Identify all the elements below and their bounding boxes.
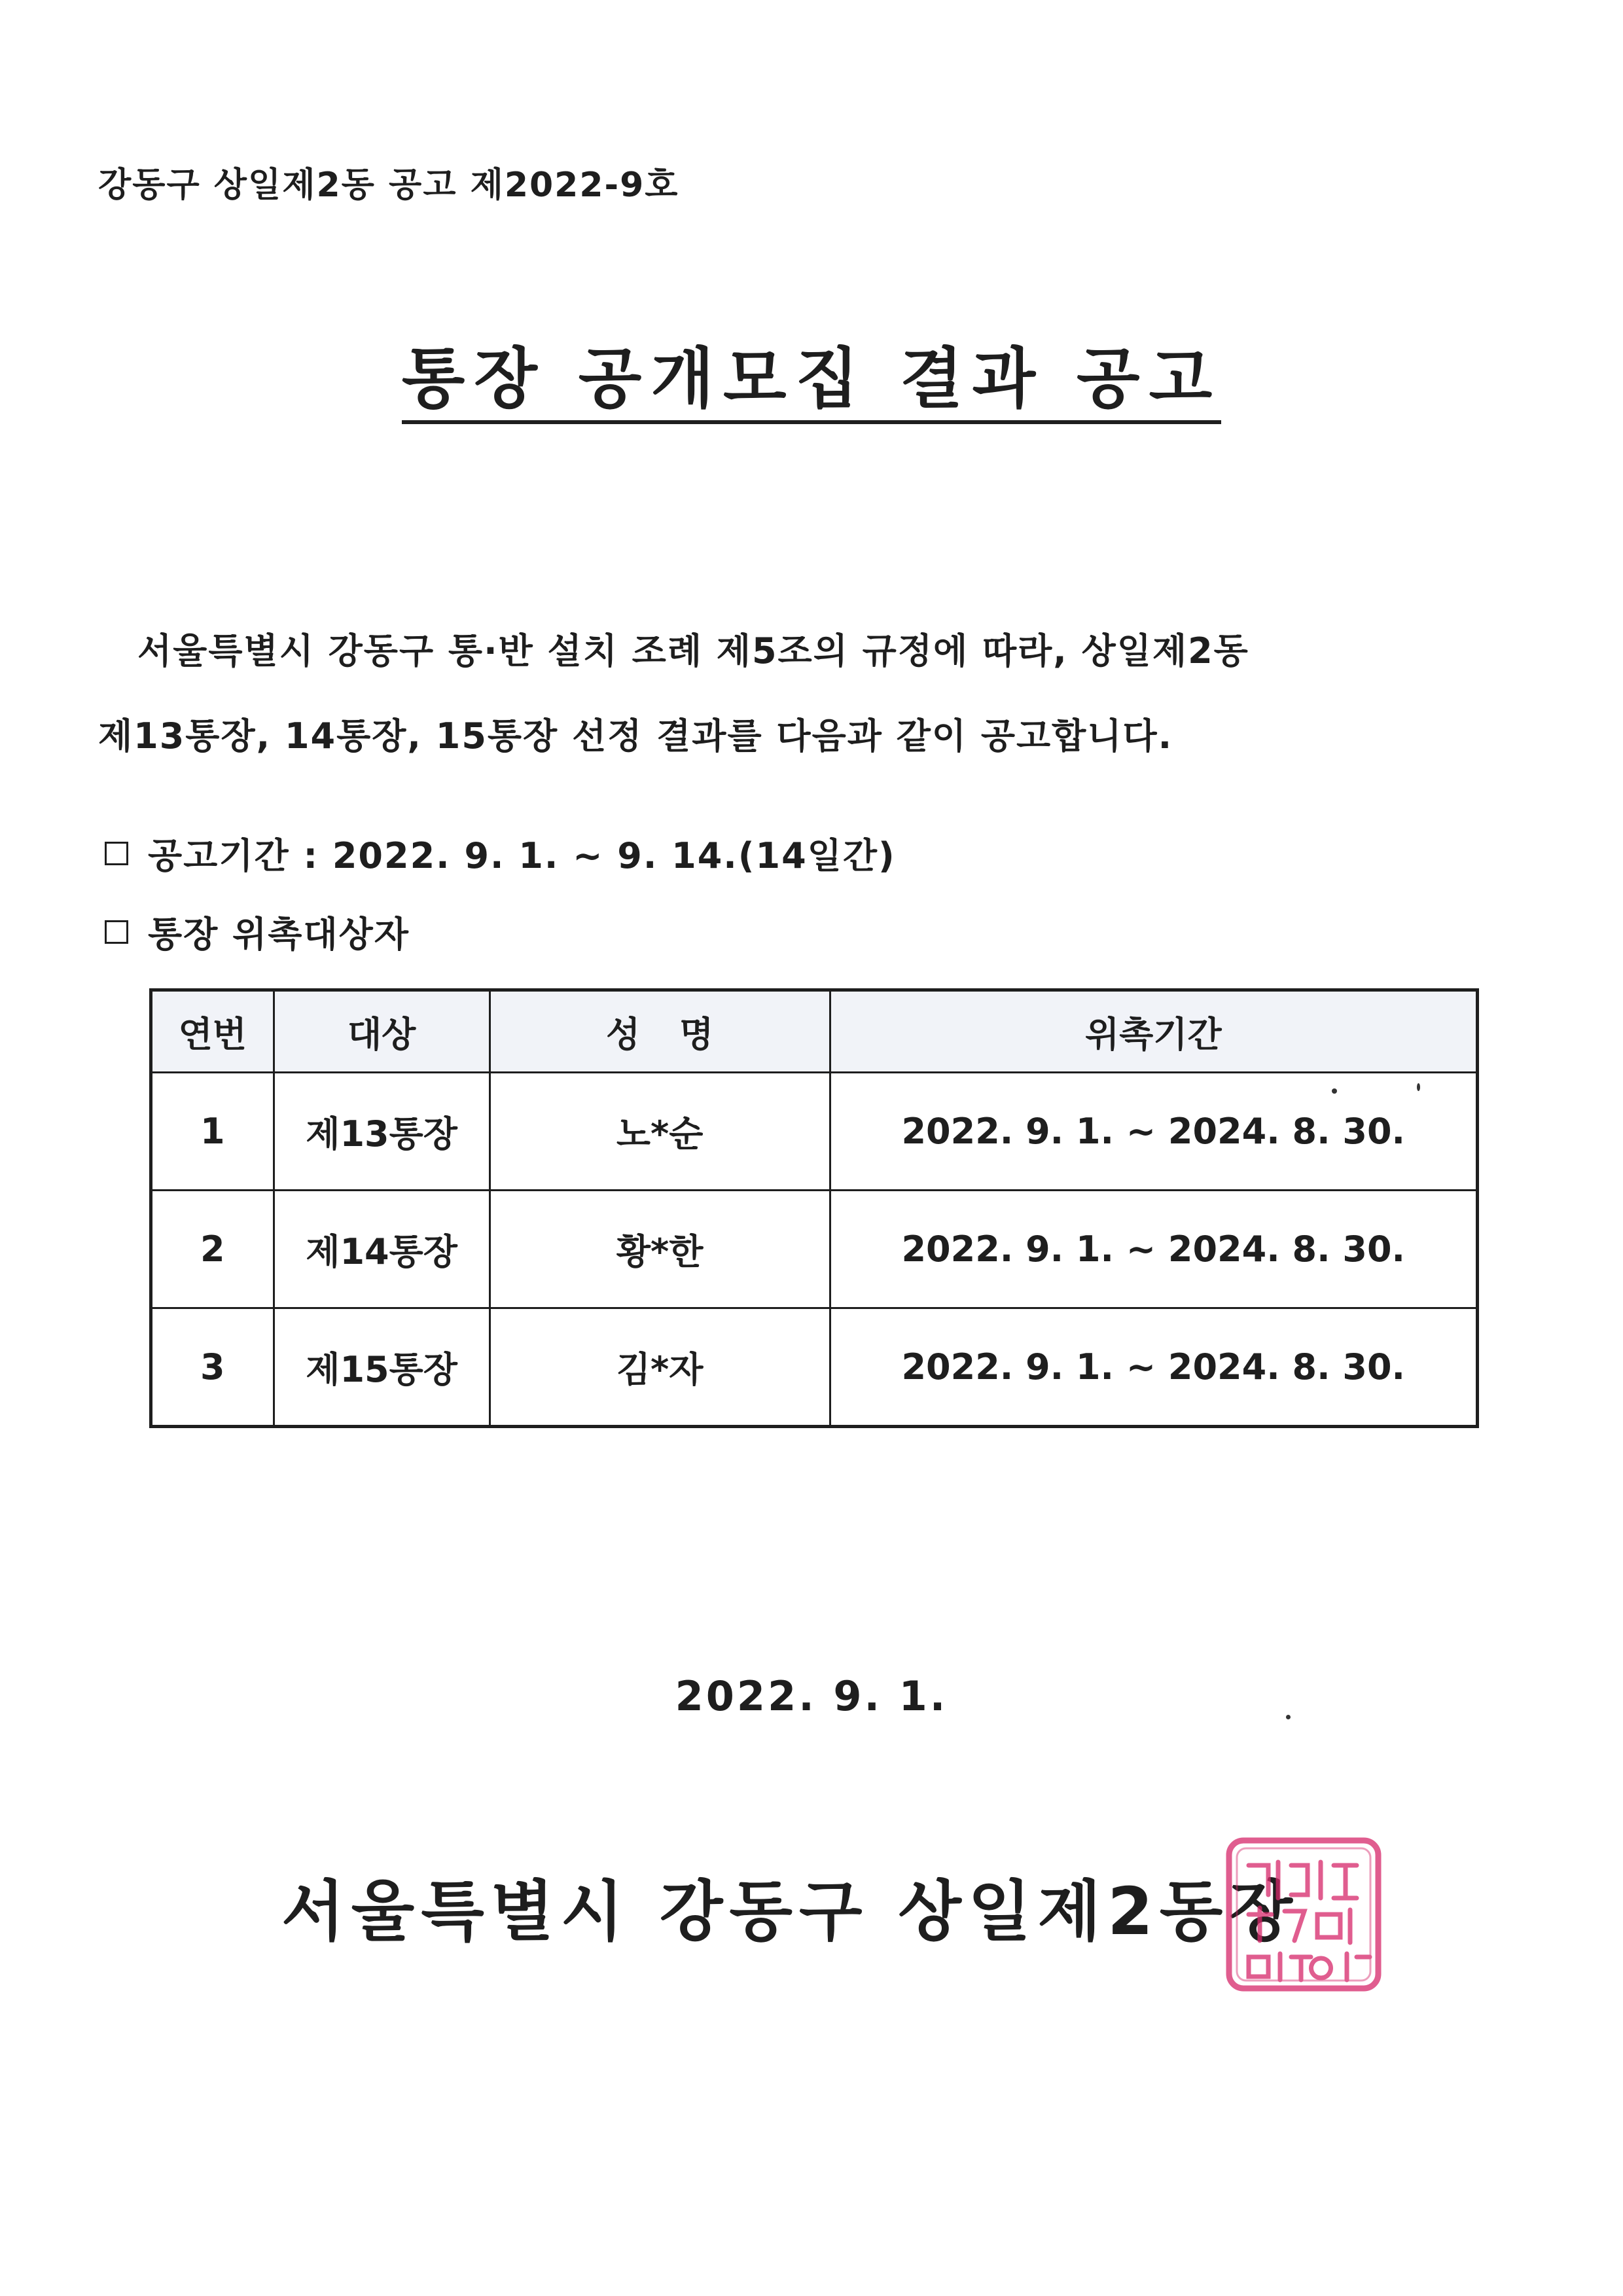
bullet-appointees [105, 906, 410, 957]
scan-speck [1417, 1083, 1420, 1091]
notice-number: 강동구 상일제2동 공고 제2022-9호 [98, 166, 679, 205]
header-target: 대상 [274, 990, 490, 1073]
cell-period: 2022. 9. 1. ~ 2024. 8. 30. [830, 1308, 1477, 1427]
header-period: 위촉기간 [830, 990, 1477, 1073]
table-row [151, 1191, 1478, 1308]
cell-name: 노*순 [490, 1073, 830, 1191]
cell-target: 제15통장 [274, 1308, 490, 1427]
cell-no: 3 [151, 1308, 274, 1427]
cell-target: 제14통장 [274, 1191, 490, 1308]
cell-no: 2 [151, 1191, 274, 1308]
document-title-text: 통장 공개모집 결과 공고 [402, 341, 1221, 424]
appointees-heading: 통장 위촉대상자 [148, 914, 410, 955]
header-name-text: 성명 [605, 1013, 753, 1055]
scan-speck [1332, 1088, 1337, 1094]
header-no: 연번 [151, 990, 274, 1073]
cell-name: 황*한 [490, 1191, 830, 1308]
notice-period-text: 공고기간 : 2022. 9. 1. ~ 9. 14.(14일간) [148, 835, 896, 876]
intro-paragraph [98, 609, 1505, 779]
appointment-table [149, 988, 1479, 1428]
intro-line-1: 서울특별시 강동구 통·반 설치 조례 제5조의 규정에 따라, 상일제2동 [137, 630, 1249, 672]
cell-no: 1 [151, 1073, 274, 1191]
square-bullet-icon [105, 920, 128, 944]
bullet-notice-period [105, 828, 896, 878]
official-seal-stamp [1222, 1833, 1386, 1996]
cell-period: 2022. 9. 1. ~ 2024. 8. 30. [830, 1191, 1477, 1308]
scan-speck [1286, 1715, 1291, 1719]
table-row [151, 1308, 1478, 1427]
square-bullet-icon [105, 842, 128, 865]
seal-glyphs [1249, 1862, 1370, 1980]
issuer-name: 서울특별시 강동구 상일제2동장 [281, 1873, 1300, 1950]
table-row [151, 1073, 1478, 1191]
document-title [0, 340, 1623, 424]
issue-date: 2022. 9. 1. [675, 1672, 948, 1720]
header-name [490, 990, 830, 1073]
cell-name: 김*자 [490, 1308, 830, 1427]
cell-target: 제13통장 [274, 1073, 490, 1191]
table-header-row [151, 990, 1478, 1073]
cell-period: 2022. 9. 1. ~ 2024. 8. 30. [830, 1073, 1477, 1191]
intro-line-2: 제13통장, 14통장, 15통장 선정 결과를 다음과 같이 공고합니다. [98, 715, 1173, 757]
